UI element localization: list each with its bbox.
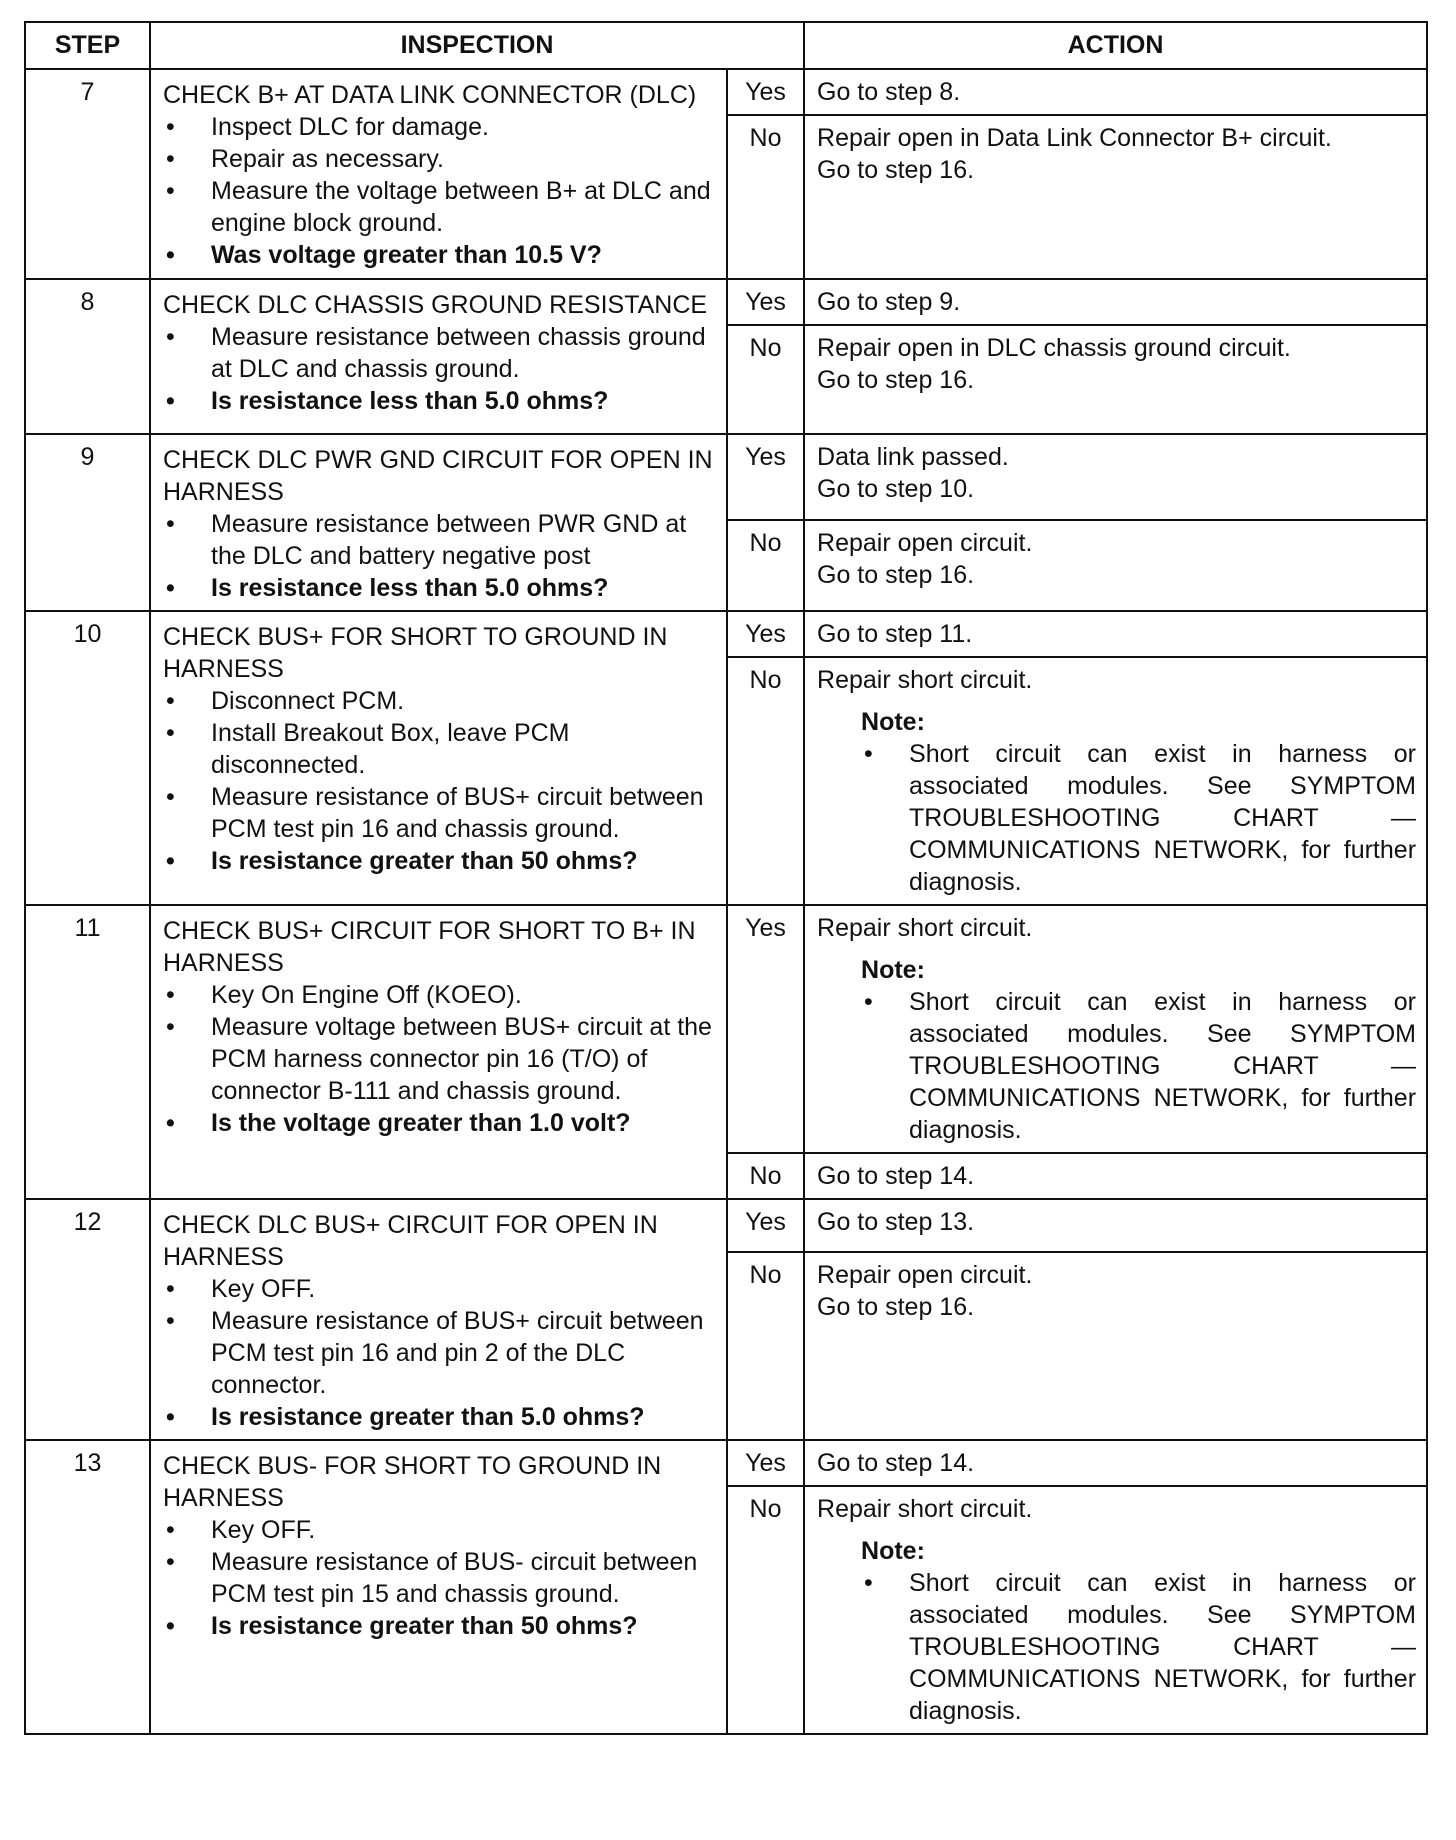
- inspection-bullet: • Key OFF.: [163, 1514, 716, 1546]
- no-label: No: [727, 1252, 804, 1440]
- inspection-bullet: • Install Breakout Box, leave PCM disconnected.: [163, 717, 716, 781]
- note-text: • Short circuit can exist in harness or associated modules. See SYMPTOM TROUBLESHOOTING CHART — COMMUNICATIONS NETWORK, for further diagnosis.: [861, 1567, 1416, 1727]
- inspection-bullet: • Disconnect PCM.: [163, 685, 716, 717]
- inspection-cell: [150, 279, 727, 434]
- inspection-header: INSPECTION: [150, 22, 804, 69]
- note-text: • Short circuit can exist in harness or associated modules. See SYMPTOM TROUBLESHOOTING CHART — COMMUNICATIONS NETWORK, for further diagnosis.: [861, 738, 1416, 898]
- action-line: Go to step 9.: [817, 288, 961, 316]
- yes-action: [804, 279, 1427, 325]
- no-label: No: [727, 1486, 804, 1734]
- action-line: Repair open circuit.: [817, 529, 1033, 558]
- table-body: [25, 69, 1427, 1734]
- action-line: Go to step 16.: [817, 366, 975, 394]
- yes-action: [804, 1199, 1427, 1252]
- step-number: 11: [25, 905, 150, 1199]
- inspection-title: CHECK B+ AT DATA LINK CONNECTOR (DLC): [163, 81, 697, 109]
- note-list: [861, 738, 1416, 898]
- action-line: Go to step 10.: [817, 475, 975, 503]
- inspection-title: CHECK DLC CHASSIS GROUND RESISTANCE: [163, 291, 708, 319]
- action-line: Repair open in DLC chassis ground circuit.: [817, 334, 1291, 362]
- yes-label: Yes: [727, 905, 804, 1153]
- no-label: No: [727, 325, 804, 434]
- no-action: [804, 325, 1427, 434]
- action-line: Go to step 14.: [817, 1449, 975, 1477]
- inspection-question: • Is resistance less than 5.0 ohms?: [163, 385, 716, 417]
- note-block: [817, 706, 1416, 898]
- note-text: • Short circuit can exist in harness or associated modules. See SYMPTOM TROUBLESHOOTING CHART — COMMUNICATIONS NETWORK, for further diagnosis.: [861, 986, 1416, 1146]
- no-action: [804, 1252, 1427, 1440]
- inspection-bullet: • Key On Engine Off (KOEO).: [163, 979, 716, 1011]
- step-row: [25, 434, 1427, 520]
- inspection-title: CHECK BUS+ FOR SHORT TO GROUND IN HARNESS: [163, 623, 668, 683]
- note-block: [817, 1535, 1416, 1727]
- inspection-bullet: • Measure the voltage between B+ at DLC and engine block ground.: [163, 175, 716, 239]
- action-line: Go to step 11.: [817, 620, 973, 648]
- action-line: Data link passed.: [817, 443, 1009, 471]
- action-header: ACTION: [804, 22, 1427, 69]
- step-row: [25, 1199, 1427, 1252]
- action-line: Go to step 8.: [817, 78, 961, 106]
- inspection-bullet: • Measure voltage between BUS+ circuit at the PCM harness connector pin 16 (T/O) of connector B-111 and chassis ground.: [163, 1011, 716, 1107]
- inspection-question: • Is resistance greater than 50 ohms?: [163, 845, 716, 877]
- no-action: [804, 657, 1427, 905]
- inspection-question: • Is resistance less than 5.0 ohms?: [163, 572, 716, 604]
- no-label: No: [727, 115, 804, 279]
- inspection-list: [163, 111, 716, 271]
- note-list: [861, 986, 1416, 1146]
- step-row: [25, 905, 1427, 1153]
- inspection-list: [163, 1273, 716, 1433]
- inspection-cell: [150, 1440, 727, 1734]
- inspection-list: [163, 685, 716, 877]
- inspection-title: CHECK DLC BUS+ CIRCUIT FOR OPEN IN HARNESS: [163, 1211, 658, 1271]
- inspection-cell: [150, 1199, 727, 1440]
- inspection-question: • Is the voltage greater than 1.0 volt?: [163, 1107, 716, 1139]
- inspection-title: CHECK BUS- FOR SHORT TO GROUND IN HARNESS: [163, 1452, 662, 1512]
- step-row: [25, 69, 1427, 115]
- inspection-bullet: • Measure resistance between PWR GND at the DLC and battery negative post: [163, 508, 716, 572]
- step-row: [25, 611, 1427, 657]
- inspection-cell: [150, 611, 727, 905]
- step-number: 12: [25, 1199, 150, 1440]
- inspection-bullet: • Repair as necessary.: [163, 143, 716, 175]
- note-block: [817, 954, 1416, 1146]
- action-line: Repair short circuit.: [817, 666, 1033, 694]
- step-number: 10: [25, 611, 150, 905]
- inspection-question: • Is resistance greater than 5.0 ohms?: [163, 1401, 716, 1433]
- inspection-bullet: • Measure resistance of BUS+ circuit between PCM test pin 16 and chassis ground.: [163, 781, 716, 845]
- step-number: 7: [25, 69, 150, 279]
- inspection-question: • Was voltage greater than 10.5 V?: [163, 239, 716, 271]
- inspection-question: • Is resistance greater than 50 ohms?: [163, 1610, 716, 1642]
- action-line: Go to step 13.: [817, 1208, 975, 1236]
- yes-action: [804, 905, 1427, 1153]
- header-row: [25, 22, 1427, 69]
- diagnostic-sheet: [24, 21, 1426, 1735]
- yes-label: Yes: [727, 611, 804, 657]
- step-header: STEP: [25, 22, 150, 69]
- note-label: Note:: [861, 708, 925, 736]
- inspection-bullet: • Measure resistance of BUS+ circuit between PCM test pin 16 and pin 2 of the DLC connector.: [163, 1305, 716, 1401]
- inspection-bullet: • Measure resistance between chassis ground at DLC and chassis ground.: [163, 321, 716, 385]
- yes-action: [804, 1440, 1427, 1486]
- note-list: [861, 1567, 1416, 1727]
- yes-label: Yes: [727, 69, 804, 115]
- action-line: Go to step 14.: [817, 1162, 975, 1190]
- action-line: Go to step 16.: [817, 561, 975, 590]
- action-line: Repair open in Data Link Connector B+ circuit.: [817, 124, 1332, 152]
- inspection-title: CHECK DLC PWR GND CIRCUIT FOR OPEN IN HARNESS: [163, 446, 713, 506]
- yes-label: Yes: [727, 434, 804, 520]
- step-number: 9: [25, 434, 150, 611]
- action-line: Go to step 16.: [817, 1292, 975, 1321]
- note-label: Note:: [861, 956, 925, 984]
- no-action: [804, 115, 1427, 279]
- inspection-bullet: • Measure resistance of BUS- circuit between PCM test pin 15 and chassis ground.: [163, 1546, 716, 1610]
- no-action: [804, 520, 1427, 611]
- inspection-list: [163, 979, 716, 1139]
- no-label: No: [727, 657, 804, 905]
- inspection-cell: [150, 69, 727, 279]
- step-number: 8: [25, 279, 150, 434]
- inspection-bullet: • Inspect DLC for damage.: [163, 111, 716, 143]
- note-label: Note:: [861, 1537, 925, 1565]
- inspection-cell: [150, 434, 727, 611]
- no-label: No: [727, 520, 804, 611]
- no-action: [804, 1486, 1427, 1734]
- inspection-title: CHECK BUS+ CIRCUIT FOR SHORT TO B+ IN HARNESS: [163, 917, 696, 977]
- step-number: 13: [25, 1440, 150, 1734]
- inspection-cell: [150, 905, 727, 1199]
- no-action: [804, 1153, 1427, 1199]
- action-line: Repair short circuit.: [817, 1495, 1033, 1523]
- action-line: Go to step 16.: [817, 156, 975, 184]
- diagnostic-table: [24, 21, 1428, 1735]
- step-row: [25, 279, 1427, 325]
- no-label: No: [727, 1153, 804, 1199]
- step-row: [25, 1440, 1427, 1486]
- inspection-bullet: • Key OFF.: [163, 1273, 716, 1305]
- yes-action: [804, 611, 1427, 657]
- inspection-list: [163, 1514, 716, 1642]
- inspection-list: [163, 321, 716, 417]
- inspection-list: [163, 508, 716, 604]
- yes-action: [804, 434, 1427, 520]
- action-line: Repair open circuit.: [817, 1260, 1033, 1289]
- yes-label: Yes: [727, 1440, 804, 1486]
- yes-label: Yes: [727, 1199, 804, 1252]
- yes-label: Yes: [727, 279, 804, 325]
- action-line: Repair short circuit.: [817, 914, 1033, 942]
- yes-action: [804, 69, 1427, 115]
